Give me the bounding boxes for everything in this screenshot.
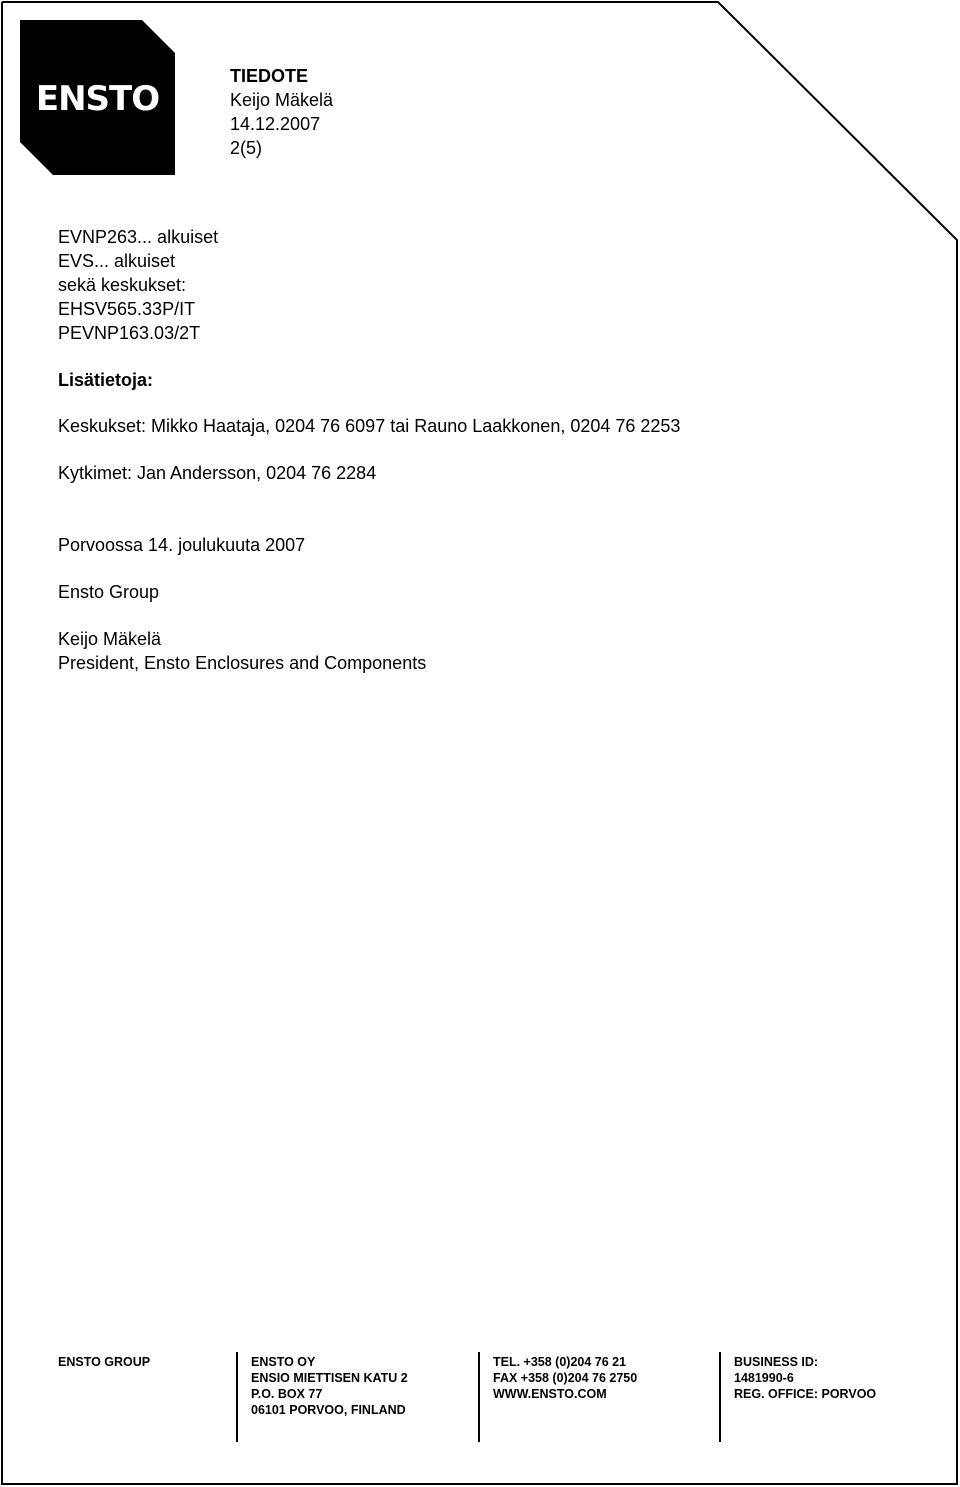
document-date: 14.12.2007 — [230, 114, 321, 134]
product-line: sekä keskukset: — [58, 275, 187, 295]
place-date: Porvoossa 14. joulukuuta 2007 — [58, 535, 306, 555]
footer-line: WWW.ENSTO.COM — [493, 1387, 607, 1401]
footer-line: 1481990-6 — [734, 1371, 794, 1385]
info-switchboards: Keskukset: Mikko Haataja, 0204 76 6097 tai Rauno Laakkonen, 0204 76 2253 — [58, 416, 681, 436]
info-switches: Kytkimet: Jan Andersson, 0204 76 2284 — [58, 463, 377, 483]
footer-line: TEL. +358 (0)204 76 21 — [493, 1355, 627, 1369]
footer-line: 06101 PORVOO, FINLAND — [251, 1403, 406, 1417]
product-line: EVNP263... alkuiset — [58, 227, 219, 247]
footer-line: REG. OFFICE: PORVOO — [734, 1387, 877, 1401]
footer-line: FAX +358 (0)204 76 2750 — [493, 1371, 638, 1385]
product-line: EHSV565.33P/IT — [58, 299, 196, 319]
document-type: TIEDOTE — [230, 66, 309, 86]
footer-divider — [478, 1352, 480, 1442]
footer-line: ENSTO GROUP — [58, 1355, 151, 1369]
product-line: PEVNP163.03/2T — [58, 323, 201, 343]
logo-text: ENSTO — [35, 79, 160, 119]
signer-title: President, Ensto Enclosures and Components — [58, 653, 427, 673]
footer-contact — [493, 1354, 637, 1402]
footer-line: ENSIO MIETTISEN KATU 2 — [251, 1371, 408, 1385]
signer-name: Keijo Mäkelä — [58, 629, 162, 649]
page-number: 2(5) — [230, 138, 263, 158]
footer-business — [734, 1354, 876, 1402]
footer-line: BUSINESS ID: — [734, 1355, 819, 1369]
document-header — [230, 64, 333, 160]
info-heading: Lisätietoja: — [58, 370, 154, 390]
ensto-logo — [20, 20, 175, 175]
company-name: Ensto Group — [58, 582, 160, 602]
signature-block — [58, 627, 426, 675]
product-list — [58, 225, 218, 345]
footer-address — [251, 1354, 408, 1418]
footer-line: ENSTO OY — [251, 1355, 316, 1369]
footer-divider — [236, 1352, 238, 1442]
footer-line: P.O. BOX 77 — [251, 1387, 323, 1401]
product-line: EVS... alkuiset — [58, 251, 176, 271]
author: Keijo Mäkelä — [230, 90, 334, 110]
footer-divider — [719, 1352, 721, 1442]
footer-group — [58, 1354, 150, 1370]
